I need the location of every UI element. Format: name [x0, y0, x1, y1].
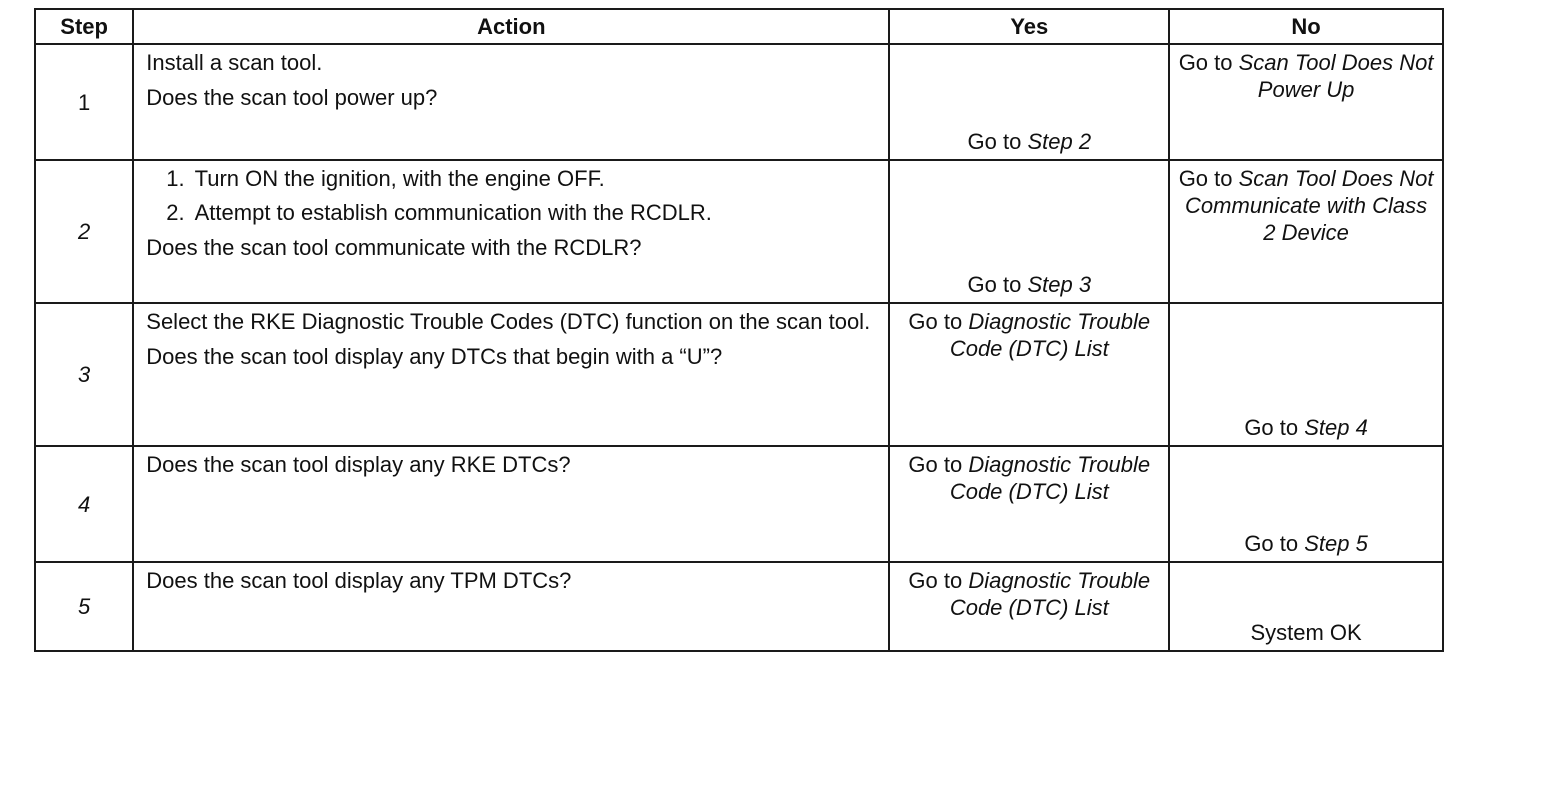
step-cell [35, 562, 133, 651]
table-row [35, 562, 1443, 651]
list-item [166, 165, 876, 192]
step-number: 1 [78, 89, 91, 115]
action-text: Install a scan tool. [146, 50, 323, 75]
no-goto-link[interactable] [1170, 161, 1442, 246]
no-goto-link[interactable] [1170, 530, 1442, 557]
goto-prefix: Go to [908, 309, 963, 334]
step-cell [35, 303, 133, 446]
list-item-text: Attempt to establish communication with the RCDLR. [194, 200, 712, 225]
goto-target: Step 3 [1027, 272, 1092, 297]
header-row [35, 9, 1443, 44]
table-row [35, 160, 1443, 303]
no-cell [1169, 44, 1443, 160]
list-item-text: Turn ON the ignition, with the engine OFF. [194, 166, 605, 191]
yes-goto-link[interactable] [890, 304, 1168, 362]
yes-goto-link[interactable] [890, 128, 1168, 155]
yes-goto-link[interactable] [890, 563, 1168, 621]
action-cell [133, 303, 889, 446]
goto-target: Scan Tool Does Not Power Up [1238, 50, 1434, 102]
diagnostic-table [34, 8, 1444, 652]
action-question: Does the scan tool display any RKE DTCs? [146, 452, 571, 477]
goto-prefix: Go to [1178, 50, 1233, 75]
yes-cell [889, 446, 1169, 562]
goto-prefix: Go to [1244, 531, 1299, 556]
yes-cell [889, 44, 1169, 160]
step-cell [35, 160, 133, 303]
yes-goto-link[interactable] [890, 271, 1168, 298]
goto-target: Diagnostic Trouble Code (DTC) List [949, 568, 1151, 620]
yes-goto-link[interactable] [890, 447, 1168, 505]
header-action: Action [133, 9, 889, 44]
system-ok-text: System OK [1250, 620, 1362, 645]
no-cell [1169, 562, 1443, 651]
header-no: No [1169, 9, 1443, 44]
no-goto-link[interactable] [1170, 45, 1442, 103]
no-goto-link[interactable] [1170, 414, 1442, 441]
yes-cell [889, 562, 1169, 651]
goto-prefix: Go to [1178, 166, 1233, 191]
step-cell [35, 44, 133, 160]
step-number: 5 [78, 594, 91, 619]
header-step: Step [35, 9, 133, 44]
table-row [35, 303, 1443, 446]
table-row [35, 446, 1443, 562]
goto-target: Scan Tool Does Not Communicate with Class 2 Device [1185, 166, 1434, 245]
goto-target: Step 4 [1304, 415, 1368, 440]
no-cell [1169, 303, 1443, 446]
no-cell [1169, 446, 1443, 562]
header-yes: Yes [889, 9, 1169, 44]
goto-prefix: Go to [967, 272, 1022, 297]
goto-target: Diagnostic Trouble Code (DTC) List [949, 452, 1151, 504]
action-cell [133, 562, 889, 651]
goto-target: Diagnostic Trouble Code (DTC) List [949, 309, 1151, 361]
list-item-number: 1. [166, 166, 185, 191]
yes-cell [889, 160, 1169, 303]
action-numbered-list [146, 165, 876, 226]
step-number: 3 [78, 362, 91, 387]
action-cell [133, 160, 889, 303]
action-cell [133, 44, 889, 160]
goto-prefix: Go to [1244, 415, 1299, 440]
yes-cell [889, 303, 1169, 446]
goto-prefix: Go to [908, 452, 963, 477]
list-item-number: 2. [166, 200, 185, 225]
action-question: Does the scan tool display any DTCs that begin with a “U”? [146, 344, 723, 369]
no-cell [1169, 160, 1443, 303]
action-question: Does the scan tool display any TPM DTCs? [146, 568, 572, 593]
step-number: 2 [78, 219, 91, 244]
list-item [166, 199, 876, 226]
goto-target: Step 2 [1027, 129, 1092, 154]
goto-target: Step 5 [1304, 531, 1368, 556]
action-text: Select the RKE Diagnostic Trouble Codes (DTC) function on the scan tool. [146, 309, 871, 334]
action-question: Does the scan tool communicate with the RCDLR? [146, 235, 642, 260]
action-question: Does the scan tool power up? [146, 85, 438, 110]
step-number: 4 [78, 491, 91, 517]
table-row [35, 44, 1443, 160]
goto-prefix: Go to [967, 129, 1022, 154]
step-cell [35, 446, 133, 562]
action-cell [133, 446, 889, 562]
goto-prefix: Go to [908, 568, 963, 593]
